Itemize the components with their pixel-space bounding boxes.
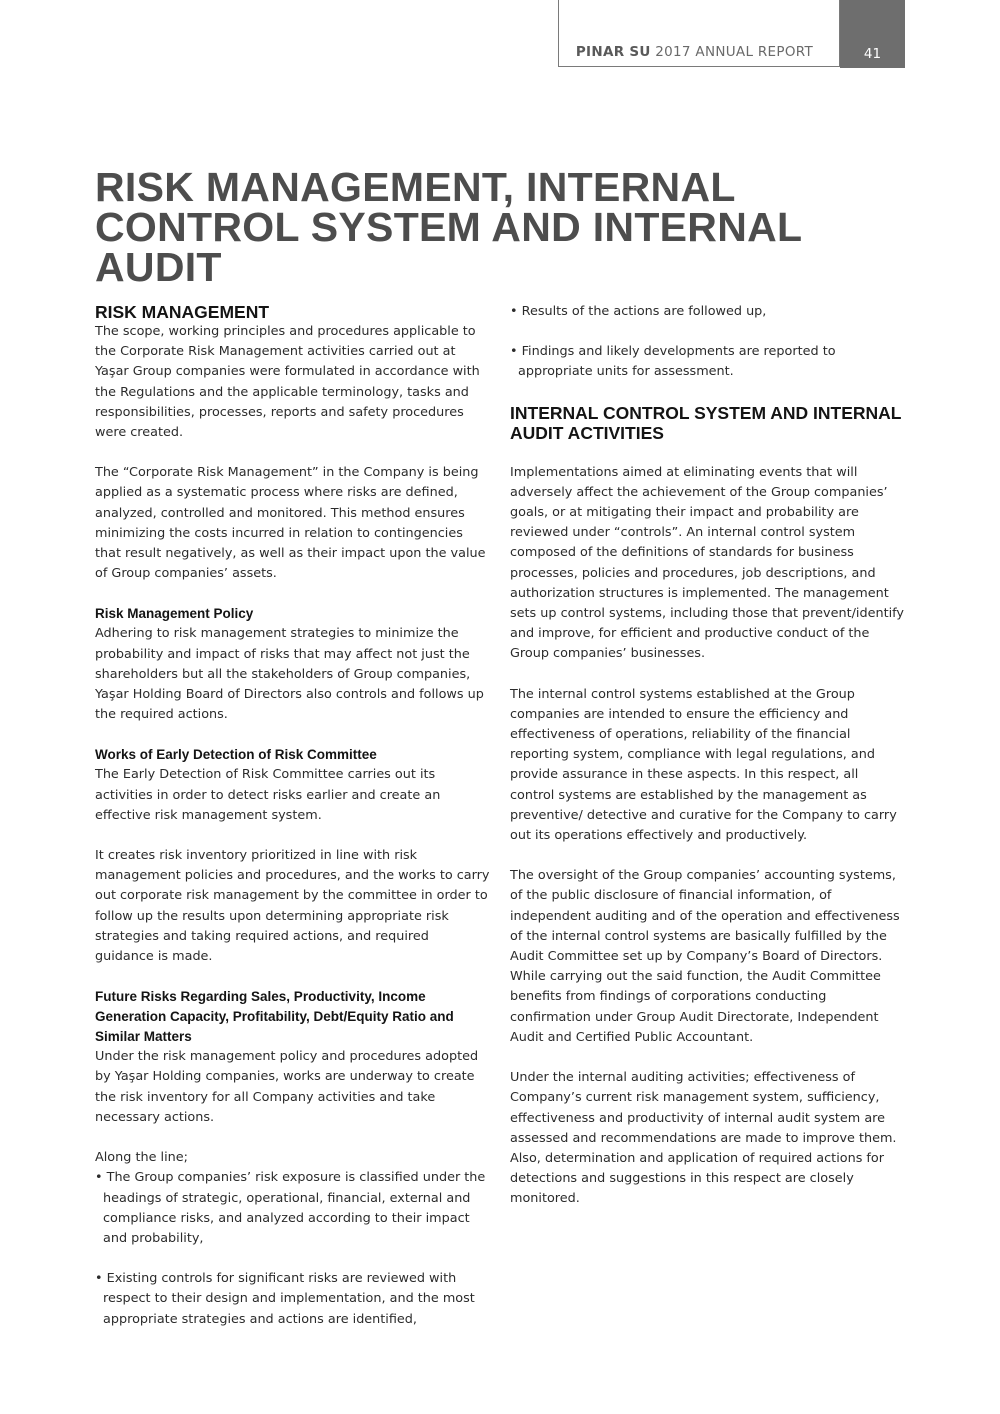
internal-control-paragraph-3: The oversight of the Group companies’ accounting systems, of the public disclosure of financial information, of independent auditing and of the operation and effectiveness of the internal control systems are basically fulfilled by the Audit Committee set up by Company’s Board of Directors. While carrying out the said function, the Audit Committee benefits from findings of corporations conducting confirmation under Group Audit Directorate, Independent Audit and Certified Public Accountant. <box>510 868 900 1045</box>
header-text <box>576 44 813 60</box>
risk-management-paragraph-1: The scope, working principles and procedures applicable to the Corporate Risk Management activities carried out at Yaşar Group companies were formulated in accordance with the Regulations and the applicable terminology, tasks and responsibilities, processes, reports and safety procedures were created. <box>95 324 480 441</box>
policy-paragraph: Adhering to risk management strategies to minimize the probability and impact of risks that may affect not just the shareholders but all the stakeholders of Group companies, Yaşar Holding Board of Directors also controls and follows up the required actions. <box>95 626 484 723</box>
internal-control-heading: INTERNAL CONTROL SYSTEM AND INTERNAL AUDIT ACTIVITIES <box>510 402 902 443</box>
along-the-line: Along the line; <box>95 1150 188 1166</box>
risk-management-paragraph-2: The “Corporate Risk Management” in the Company is being applied as a systematic process where risks are defined, analyzed, controlled and monitored. This method ensures minimizing the costs incurred in relation to contingencies that result negatively, as well as their impact upon the value of Group companies’ assets. <box>95 465 486 582</box>
committee-paragraph-2: It creates risk inventory prioritized in line with risk management policies and procedures, and the works to carry out corporate risk management by the committee in order to follow up the results upon determining appropriate risk strategies and taking required actions, and required guidance is made. <box>95 848 490 965</box>
risk-actions-list-right <box>510 302 905 322</box>
list-item: • The Group companies’ risk exposure is classified under the headings of strategic, operational, financial, external and compliance risks, and analyzed according to their impact and probability, <box>95 1168 490 1249</box>
internal-control-paragraph-4: Under the internal auditing activities; effectiveness of Company’s current risk management system, sufficiency, effectiveness and productivity of internal audit system are assessed and recommendations are made to improve them. Also, determination and application of required actions for detections and suggestions in this respect are closely monitored. <box>510 1070 897 1207</box>
left-column <box>95 302 490 1330</box>
future-risks-paragraph: Under the risk management policy and procedures adopted by Yaşar Holding companies, works are underway to create the risk inventory for all Company activities and take necessary actions. <box>95 1049 479 1125</box>
future-risks-heading: Future Risks Regarding Sales, Productivity, Income Generation Capacity, Profitability, Debt/Equity Ratio and Similar Matters <box>95 989 454 1045</box>
list-item: • Results of the actions are followed up, <box>510 302 905 322</box>
internal-control-paragraph-1: Implementations aimed at eliminating events that will adversely affect the achievement of the Group companies’ goals, or at mitigating their impact and probability are reviewed under “controls”. An internal control system composed of the definitions of standards for business processes, policies and procedures, job descriptions, and authorization structures is implemented. The management sets up control systems, including those that prevent/identify and improve, for efficient and productive conduct of the Group companies’ businesses. <box>510 464 905 662</box>
risk-actions-list-continued <box>95 1269 490 1330</box>
risk-actions-list <box>95 1168 490 1249</box>
page-number-box <box>840 0 905 68</box>
committee-paragraph-1: The Early Detection of Risk Committee carries out its activities in order to detect risks earlier and create an effective risk management system. <box>95 767 441 823</box>
list-item: • Existing controls for significant risks are reviewed with respect to their design and implementation, and the most appropriate strategies and actions are identified, <box>95 1269 490 1330</box>
header-brand: PINAR SU <box>575 44 651 60</box>
risk-management-heading: RISK MANAGEMENT <box>95 302 270 322</box>
list-item: • Findings and likely developments are reported to appropriate units for assessment. <box>510 342 905 382</box>
header-report: 2017 ANNUAL REPORT <box>655 44 813 60</box>
policy-heading: Risk Management Policy <box>95 606 254 622</box>
committee-heading: Works of Early Detection of Risk Committee <box>95 747 377 763</box>
internal-control-paragraph-2: The internal control systems established at the Group companies are intended to ensure the efficiency and effectiveness of operations, reliability of the financial reporting system, compliance with legal regulations, and provide assurance in these aspects. In this respect, all control systems are established by the management as preventive/ detective and curative for the Company to carry out its operations effectively and productively. <box>510 686 897 844</box>
page-number: 41 <box>863 46 882 62</box>
page-title: RISK MANAGEMENT, INTERNAL CONTROL SYSTEM AND INTERNAL AUDIT <box>95 164 802 290</box>
header-box <box>558 0 840 67</box>
risk-actions-list-right-2 <box>510 342 905 382</box>
right-column <box>510 302 905 1210</box>
